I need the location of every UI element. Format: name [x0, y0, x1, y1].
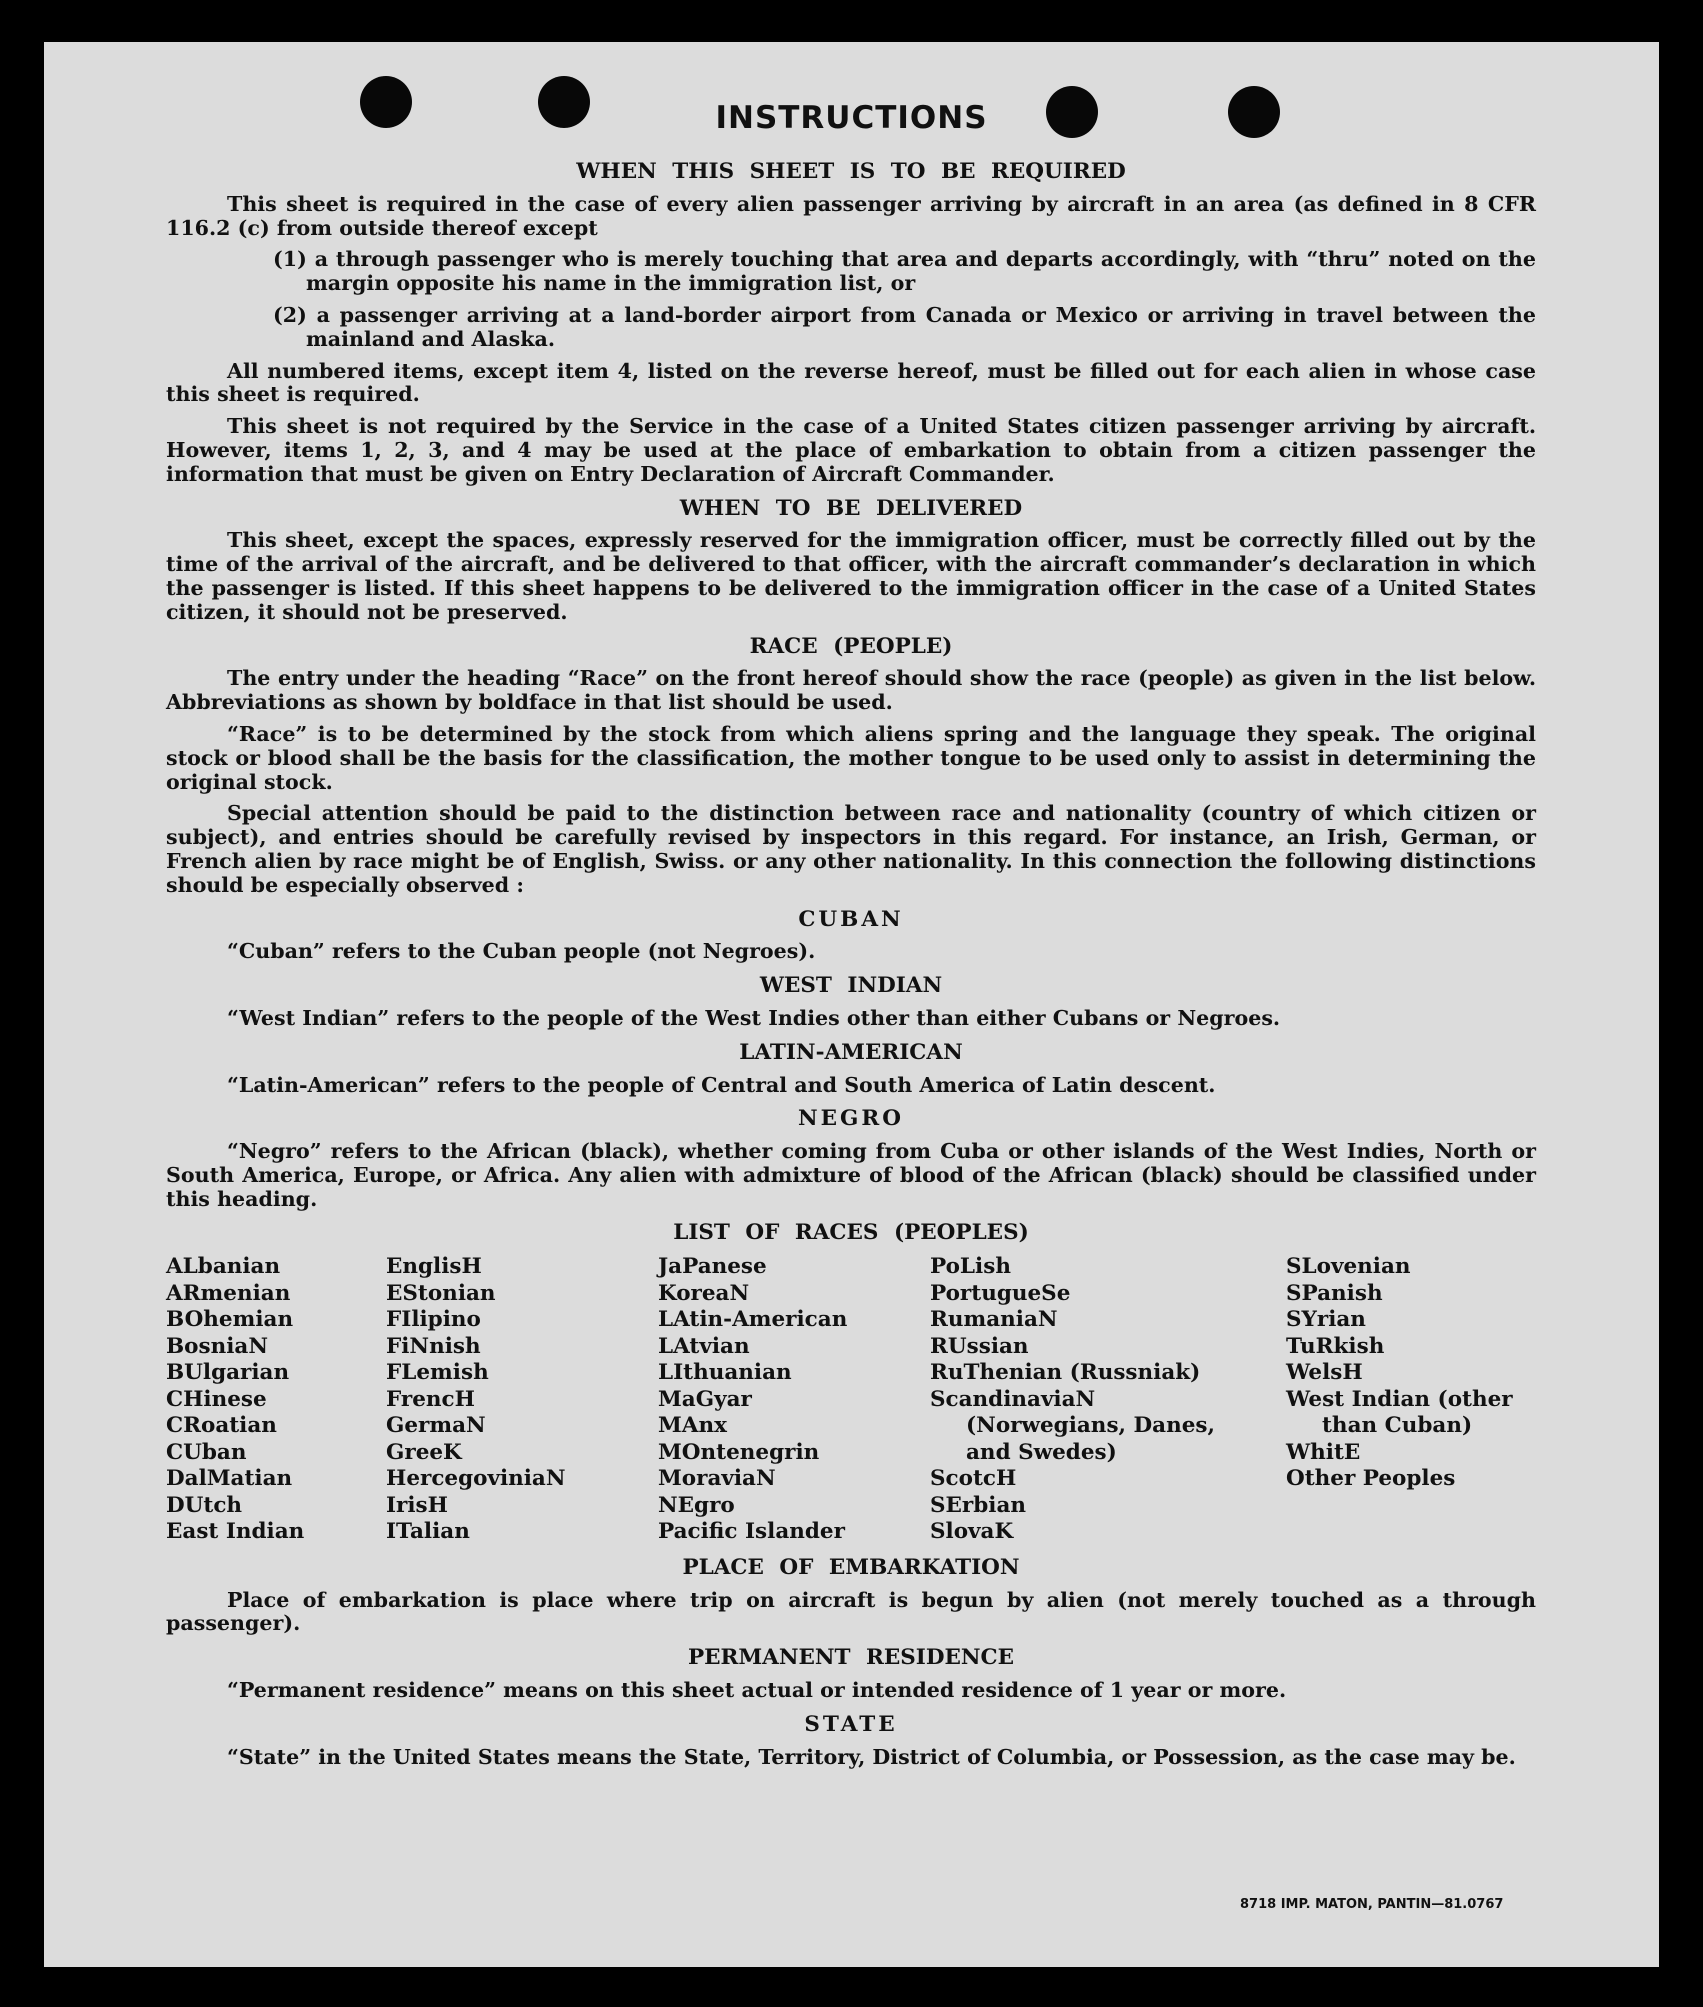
paragraph-race-nationality: Special attention should be paid to the distinction between race and nationality (country of which citizen or subject), and entries should be carefully revised by inspectors in this regard. For instance, an Irish, German, or French alien by race might be of English, Swiss. or any other nationality. In this connection the following distinctions should be especially observed : [166, 801, 1536, 897]
race-entry: ScotcH [930, 1466, 1017, 1492]
race-entry: SYrian [1286, 1307, 1366, 1333]
section-heading-list-of-races: LIST OF RACES (PEOPLES) [673, 1220, 1029, 1246]
printer-imprint: 8718 IMP. MATON, PANTIN—81.0767 [1240, 1897, 1504, 1912]
race-entry: NEgro [658, 1492, 735, 1518]
race-entry: BOhemian [166, 1307, 294, 1333]
race-entry: MOntenegrin [658, 1439, 820, 1465]
section-heading-permanent-residence: PERMANENT RESIDENCE [687, 1645, 1015, 1671]
race-entry: GreeK [386, 1439, 462, 1465]
paragraph-embarkation: Place of embarkation is place where trip on aircraft is begun by alien (not merely touched as a through passenger). [166, 1587, 1536, 1636]
race-entry: DUtch [166, 1492, 243, 1518]
race-entry: DalMatian [166, 1466, 293, 1492]
race-entry: Other Peoples [1286, 1466, 1456, 1492]
paragraph-cuban: “Cuban” refers to the Cuban people (not Negroes). [227, 939, 816, 964]
section-heading-negro: NEGRO [798, 1106, 904, 1132]
race-entry: CHinese [166, 1386, 267, 1412]
race-entry: IrisH [386, 1492, 448, 1518]
paragraph-state: “State” in the United States means the State, Territory, District of Columbia, or Possession, as the case may be. [227, 1744, 1516, 1769]
race-entry: SLovenian [1286, 1254, 1411, 1280]
race-entry: West Indian (other than Cuban) [1286, 1386, 1513, 1439]
race-entry: EStonian [386, 1280, 496, 1306]
paragraph-latin-american: “Latin-American” refers to the people of Central and South America of Latin descent. [227, 1072, 1216, 1097]
races-column-2 [386, 1254, 658, 1546]
race-entry: TuRkish [1286, 1333, 1385, 1359]
paragraph-race-stock: “Race” is to be determined by the stock from which aliens spring and the language they speak. The original stock or blood shall be the basis for the classification, the mother tongue to be used only to assist in determining the original stock. [166, 721, 1536, 794]
exception-item-2: (2) a passenger arriving at a land-border airport from Canada or Mexico or arriving in travel between the mainland and Alaska. [273, 302, 1536, 351]
race-entry: CRoatian [166, 1413, 277, 1439]
race-entry: WhitE [1286, 1439, 1361, 1465]
race-entry: FiNnish [386, 1333, 481, 1359]
race-entry: EnglisH [386, 1254, 482, 1280]
paragraph-citizen: This sheet is not required by the Service in the case of a United States citizen passenger arriving by aircraft. However, items 1, 2, 3, and 4 may be used at the place of embarkation to obtain from a citizen passenger the information that must be given on Entry Declaration of Aircraft Commander. [166, 414, 1536, 486]
paragraph-delivered: This sheet, except the spaces, expressly reserved for the immigration officer, must be correctly filled out by the time of the arrival of the aircraft, and be delivered to that officer, with the aircraft commander’s declaration in which the passenger is listed. If this sheet happens to be delivered to the immigration officer in the case of a United States citizen, it should not be preserved. [166, 528, 1536, 624]
races-list [166, 1254, 1536, 1546]
race-entry: KoreaN [658, 1280, 750, 1306]
race-entry: RumaniaN [930, 1307, 1058, 1333]
race-entry: RUssian [930, 1333, 1029, 1359]
race-entry: PoLish [930, 1254, 1011, 1280]
race-entry: RuThenian (Russniak) [930, 1360, 1201, 1386]
race-entry: PortugueSe [930, 1280, 1071, 1306]
instructions-body [166, 150, 1536, 1777]
exception-item-1: (1) a through passenger who is merely touching that area and departs accordingly, with “thru” noted on the margin opposite his name in the immigration list, or [273, 247, 1536, 296]
race-entry: MaGyar [658, 1386, 752, 1412]
race-entry: HercegoviniaN [386, 1466, 566, 1492]
race-entry: Pacific Islander [658, 1519, 845, 1545]
race-entry: ALbanian [166, 1254, 281, 1280]
section-heading-west-indian: WEST INDIAN [759, 973, 943, 999]
paragraph-permanent-residence: “Permanent residence” means on this sheet actual or intended residence of 1 year or more. [227, 1677, 1287, 1702]
race-entry: FrencH [386, 1386, 475, 1412]
section-heading-race: RACE (PEOPLE) [749, 633, 953, 659]
paragraph-race-entry: The entry under the heading “Race” on the front hereof should show the race (people) as given in the list below. Abbreviations as shown by boldface in that list should be used. [166, 666, 1536, 715]
race-entry: SErbian [930, 1492, 1027, 1518]
section-heading-embarkation: PLACE OF EMBARKATION [682, 1554, 1020, 1580]
paragraph-required: This sheet is required in the case of every alien passenger arriving by aircraft in an area (as defined in 8 CFR 116.2 (c) from outside thereof except [166, 191, 1536, 240]
race-entry: CUban [166, 1439, 247, 1465]
race-entry: SlovaK [930, 1519, 1014, 1545]
paragraph-negro: “Negro” refers to the African (black), whether coming from Cuba or other islands of the West Indies, North or South America, Europe, or Africa. Any alien with admixture of blood of the African (black) should be classified under this heading. [166, 1139, 1536, 1211]
race-entry: BosniaN [166, 1333, 268, 1359]
race-entry: GermaN [386, 1413, 486, 1439]
race-entry: LIthuanian [658, 1360, 792, 1386]
race-entry: SPanish [1286, 1280, 1383, 1306]
race-entry: ScandinaviaN (Norwegians, Danes, and Swedes) [930, 1386, 1215, 1465]
page-title: INSTRUCTIONS [715, 100, 988, 136]
race-entry: BUlgarian [166, 1360, 290, 1386]
race-entry: FLemish [386, 1360, 489, 1386]
paragraph-numbered-items: All numbered items, except item 4, listed on the reverse hereof, must be filled out for each alien in whose case this sheet is required. [166, 358, 1536, 407]
race-entry: East Indian [166, 1519, 305, 1545]
section-heading-required: WHEN THIS SHEET IS TO BE REQUIRED [576, 159, 1126, 184]
race-entry: LAtvian [658, 1333, 750, 1359]
race-entry: MoraviaN [658, 1466, 776, 1492]
section-heading-cuban: CUBAN [798, 906, 904, 932]
race-entry: ARmenian [166, 1280, 291, 1306]
section-heading-latin-american: LATIN-AMERICAN [739, 1039, 963, 1065]
section-heading-delivered: WHEN TO BE DELIVERED [679, 495, 1023, 521]
section-heading-state: STATE [804, 1711, 898, 1737]
race-entry: FIlipino [386, 1307, 481, 1333]
race-entry: JaPanese [658, 1254, 767, 1280]
paragraph-west-indian: “West Indian” refers to the people of the West Indies other than either Cubans or Negroes. [227, 1005, 1281, 1030]
race-entry: WelsH [1286, 1360, 1363, 1386]
races-column-3 [658, 1254, 930, 1546]
races-column-1 [166, 1254, 386, 1546]
race-entry: ITalian [386, 1519, 470, 1545]
race-entry: MAnx [658, 1413, 727, 1439]
race-entry: LAtin-American [658, 1307, 848, 1333]
races-column-4 [930, 1254, 1222, 1546]
races-column-5 [1286, 1254, 1532, 1546]
